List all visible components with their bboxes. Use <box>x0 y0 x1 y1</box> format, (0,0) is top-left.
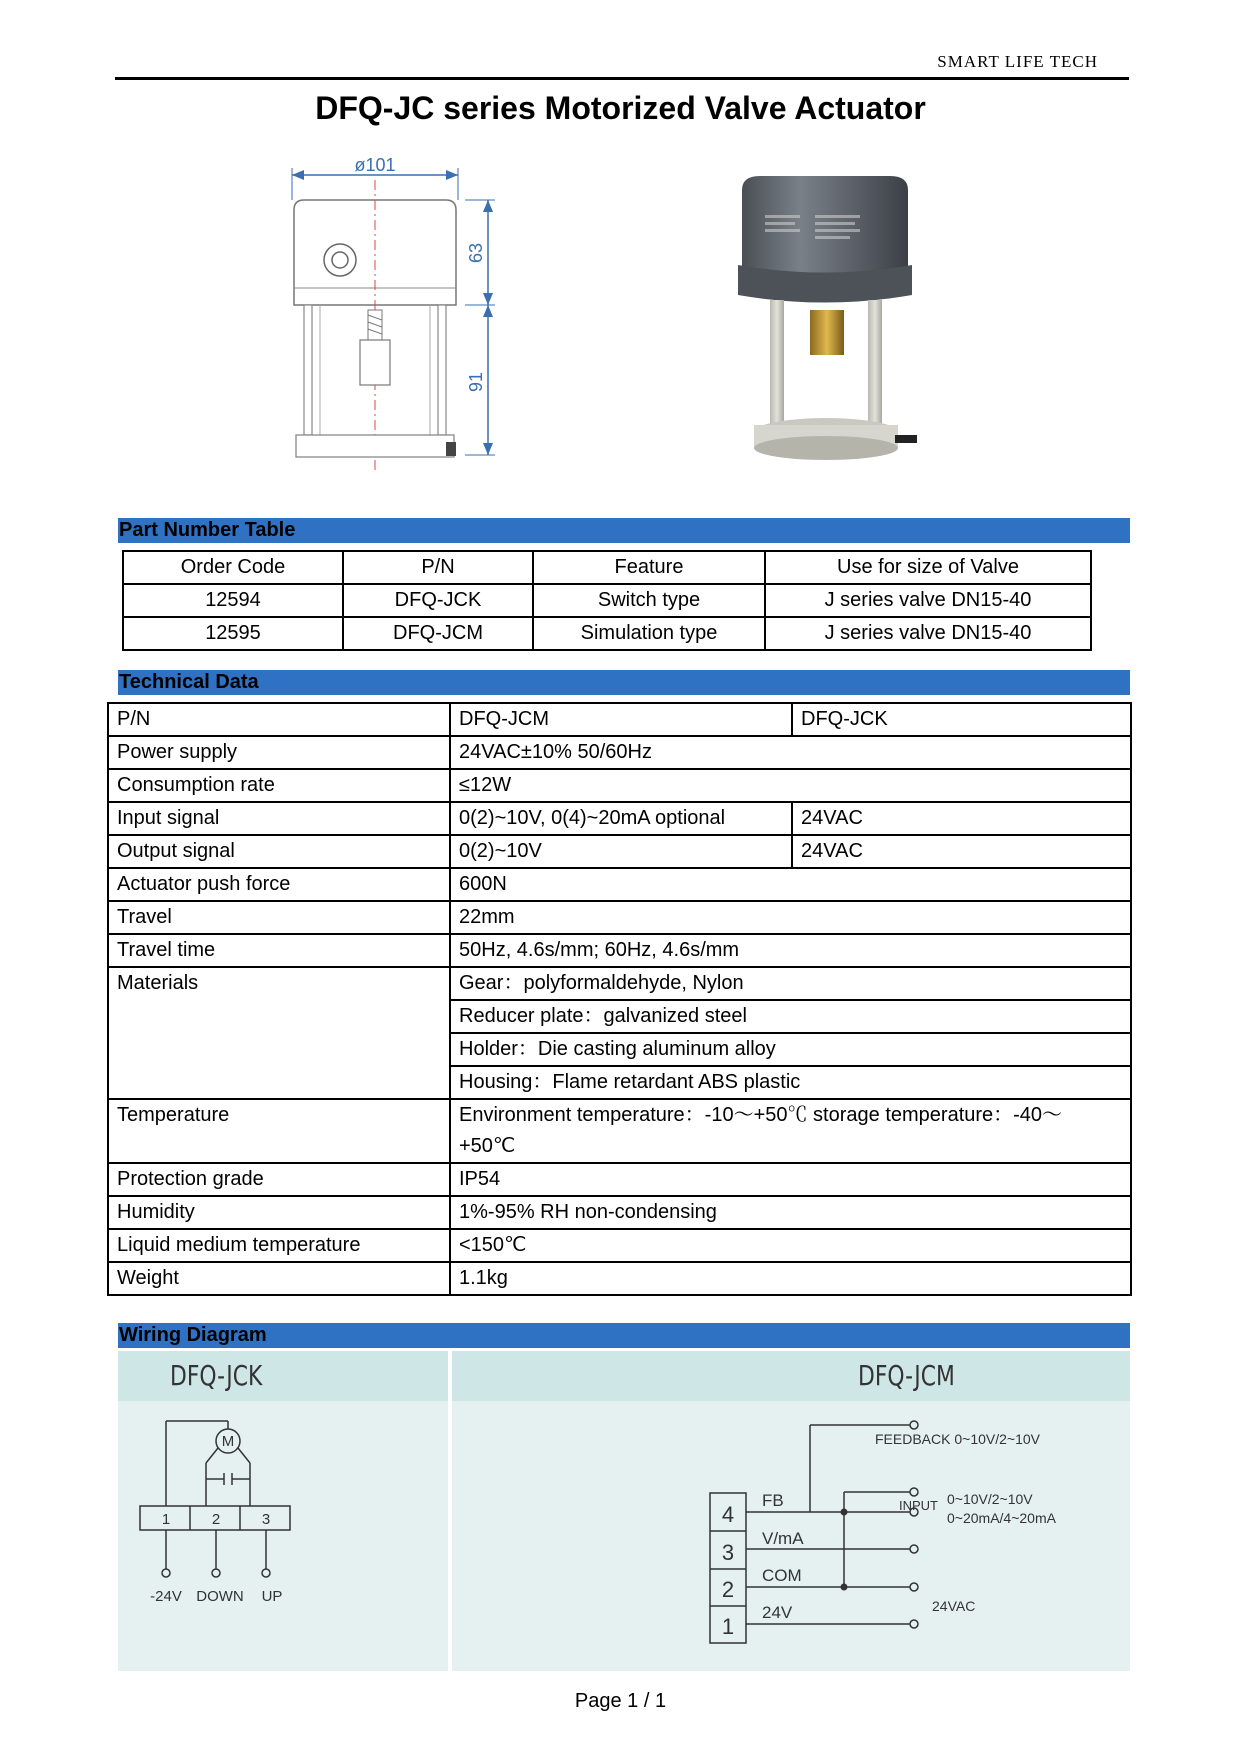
jck-schematic <box>118 1401 448 1671</box>
temperature-line-2: +50℃ <box>459 1135 516 1157</box>
table-row <box>123 584 1091 617</box>
table-row <box>108 769 1131 802</box>
feedback-label: FEEDBACK 0~10V/2~10V <box>875 1431 1040 1447</box>
table-row <box>108 703 1131 736</box>
table-cell: Switch type <box>533 584 765 617</box>
spec-label: Consumption rate <box>108 769 450 802</box>
spec-value: <150℃ <box>450 1229 1131 1262</box>
spec-value: Gear：polyformaldehyde, Nylon <box>450 967 1131 1000</box>
page-title: DFQ-JC series Motorized Valve Actuator <box>315 90 926 126</box>
terminal-label: 3 <box>721 1540 735 1565</box>
section-wiring-diagram: Wiring Diagram <box>118 1323 1130 1348</box>
terminal-label: 2 <box>721 1577 735 1602</box>
spec-label: Input signal <box>108 802 450 835</box>
spec-value: Housing：Flame retardant ABS plastic <box>450 1066 1131 1099</box>
jcm-schematic <box>452 1401 1130 1671</box>
spec-value: 24VAC <box>792 802 1131 835</box>
table-row <box>108 802 1131 835</box>
table-row <box>108 901 1131 934</box>
wire-label-24v: -24V <box>150 1588 182 1605</box>
table-row <box>108 1229 1131 1262</box>
table-row <box>108 1163 1131 1196</box>
part-number-table <box>122 550 1092 651</box>
spec-label: Power supply <box>108 736 450 769</box>
table-cell: J series valve DN15-40 <box>765 617 1091 650</box>
table-cell: Simulation type <box>533 617 765 650</box>
table-cell: DFQ-JCM <box>343 617 533 650</box>
terminal-label: 2 <box>211 1511 221 1528</box>
jcm-diagram-title: DFQ-JCM <box>858 1351 955 1401</box>
jck-diagram-title: DFQ-JCK <box>170 1351 262 1401</box>
height-top-label: 63 <box>466 242 486 264</box>
table-cell: DFQ-JCK <box>343 584 533 617</box>
spec-label: P/N <box>108 703 450 736</box>
spec-value: 24VAC±10% 50/60Hz <box>450 736 1131 769</box>
spec-value <box>450 1099 1131 1163</box>
table-row <box>108 835 1131 868</box>
spec-value: 600N <box>450 868 1131 901</box>
spec-label: Humidity <box>108 1196 450 1229</box>
table-row <box>108 1262 1131 1295</box>
spec-label: Protection grade <box>108 1163 450 1196</box>
table-row <box>108 967 1131 1000</box>
spec-label: Actuator push force <box>108 868 450 901</box>
wire-label-up: UP <box>261 1588 283 1605</box>
table-header-row <box>123 551 1091 584</box>
spec-label: Materials <box>108 967 450 1099</box>
spec-value: Reducer plate：galvanized steel <box>450 1000 1131 1033</box>
terminal-label: 4 <box>721 1502 735 1527</box>
table-row <box>108 868 1131 901</box>
column-header: Feature <box>533 551 765 584</box>
spec-value: ≤12W <box>450 769 1131 802</box>
spec-value: DFQ-JCM <box>450 703 792 736</box>
spec-value: 24VAC <box>792 835 1131 868</box>
spec-value: 1%-95% RH non-condensing <box>450 1196 1131 1229</box>
terminal-name-24v: 24V <box>762 1603 793 1622</box>
temperature-line-1: Environment temperature：-10～+50℃ storage temperature：-40～ <box>459 1104 1063 1126</box>
diameter-label: ø101 <box>354 155 396 175</box>
spec-value: 0(2)~10V, 0(4)~20mA optional <box>450 802 792 835</box>
terminal-name-fb: FB <box>762 1491 784 1510</box>
spec-value: 0(2)~10V <box>450 835 792 868</box>
page-number: Page 1 / 1 <box>574 1690 667 1712</box>
spec-label: Liquid medium temperature <box>108 1229 450 1262</box>
table-row <box>123 617 1091 650</box>
table-cell: 12595 <box>123 617 343 650</box>
input-range-current: 0~20mA/4~20mA <box>947 1510 1056 1526</box>
spec-value: 50Hz, 4.6s/mm; 60Hz, 4.6s/mm <box>450 934 1131 967</box>
table-row <box>108 1099 1131 1163</box>
column-header: Order Code <box>123 551 343 584</box>
input-range-voltage: 0~10V/2~10V <box>947 1491 1033 1507</box>
terminal-name-vma: V/mA <box>762 1529 804 1548</box>
spec-value: DFQ-JCK <box>792 703 1131 736</box>
spec-value: 22mm <box>450 901 1131 934</box>
spec-label: Weight <box>108 1262 450 1295</box>
table-row <box>108 736 1131 769</box>
wire-label-down: DOWN <box>196 1588 244 1605</box>
header-rule <box>115 77 1129 80</box>
section-technical-data: Technical Data <box>118 670 1130 695</box>
spec-value: IP54 <box>450 1163 1131 1196</box>
spec-label: Travel <box>108 901 450 934</box>
table-row <box>108 934 1131 967</box>
table-cell: 12594 <box>123 584 343 617</box>
spec-label: Temperature <box>108 1099 450 1163</box>
spec-label: Output signal <box>108 835 450 868</box>
terminal-label: 3 <box>261 1511 271 1528</box>
supply-label: 24VAC <box>932 1598 976 1614</box>
table-row <box>108 1196 1131 1229</box>
product-photo <box>730 170 930 470</box>
spec-value: 1.1kg <box>450 1262 1131 1295</box>
motor-label: M <box>221 1433 235 1450</box>
dimension-drawing <box>280 150 520 470</box>
technical-data-table <box>107 702 1132 1296</box>
height-bottom-label: 91 <box>466 371 486 393</box>
column-header: P/N <box>343 551 533 584</box>
terminal-name-com: COM <box>762 1566 802 1585</box>
column-header: Use for size of Valve <box>765 551 1091 584</box>
wiring-diagram <box>118 1351 1130 1671</box>
section-part-number-table: Part Number Table <box>118 518 1130 543</box>
spec-label: Travel time <box>108 934 450 967</box>
table-cell: J series valve DN15-40 <box>765 584 1091 617</box>
input-label: INPUT <box>899 1498 938 1513</box>
brand-name: SMART LIFE TECH <box>937 52 1098 71</box>
terminal-label: 1 <box>721 1614 735 1639</box>
terminal-label: 1 <box>161 1511 171 1528</box>
spec-value: Holder：Die casting aluminum alloy <box>450 1033 1131 1066</box>
